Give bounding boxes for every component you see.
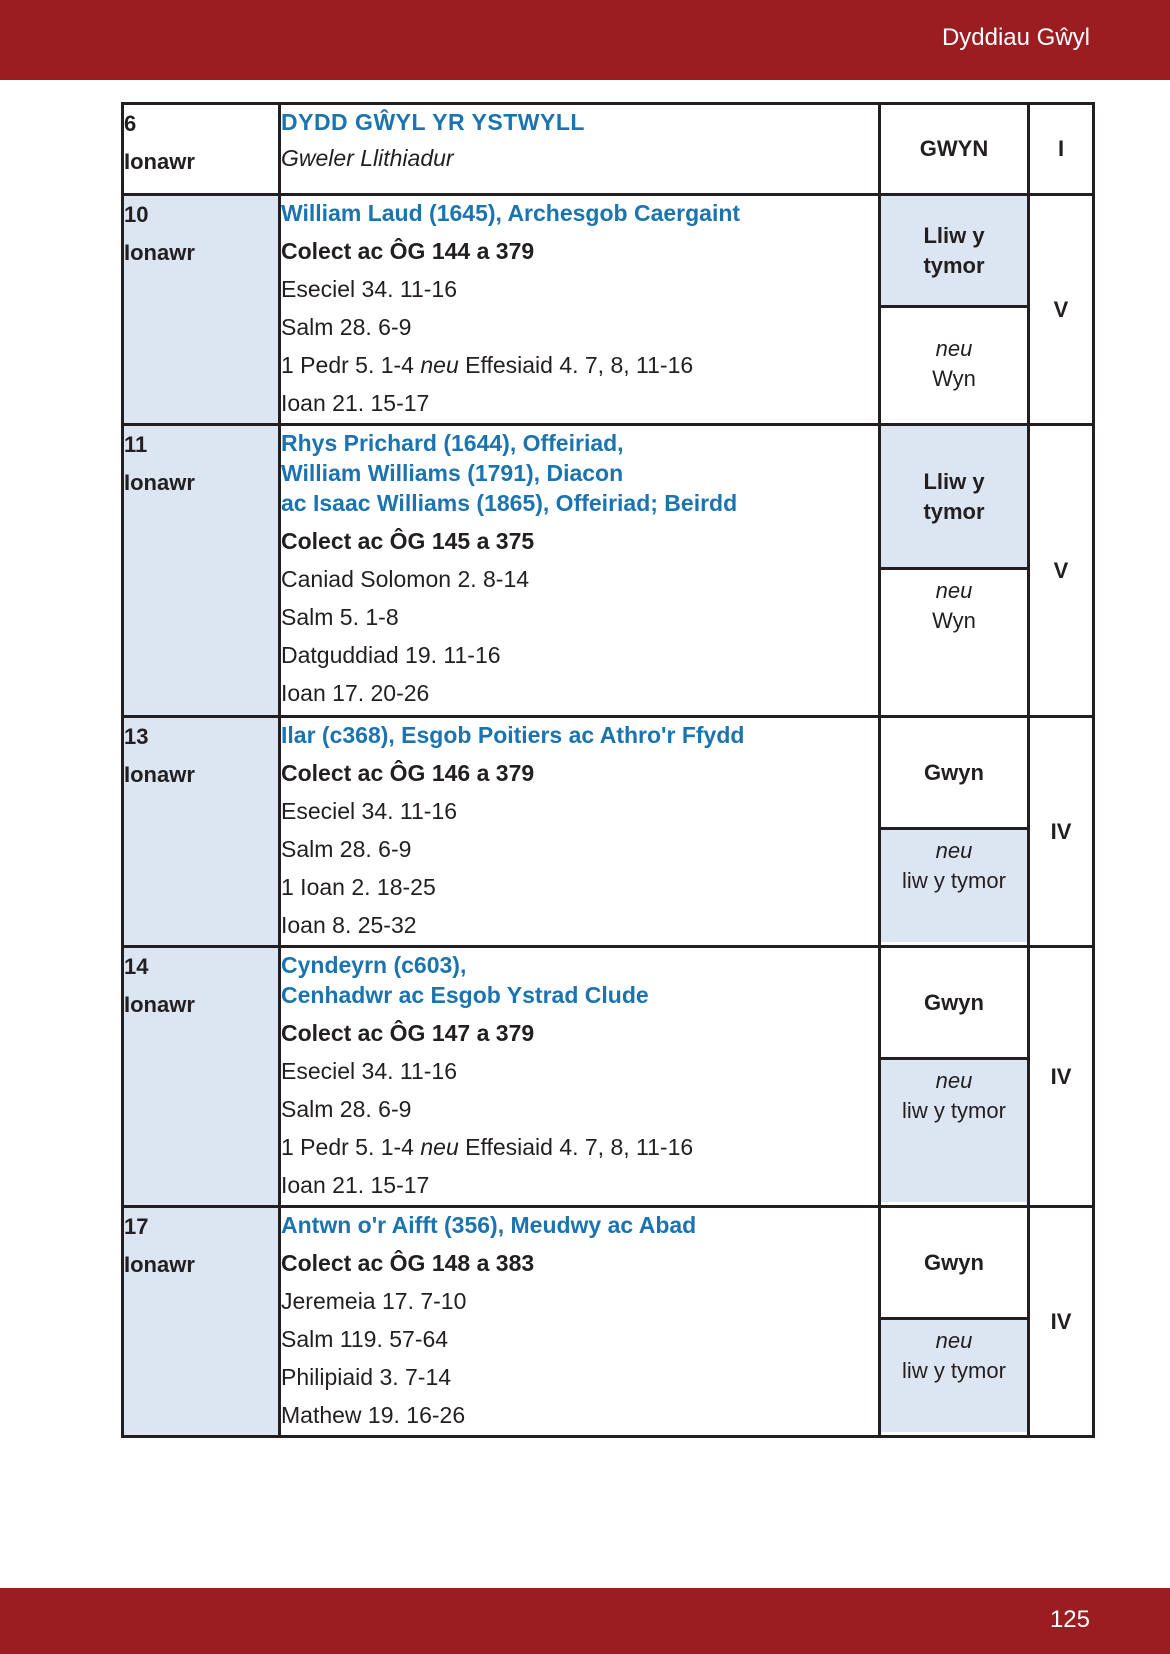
- colour-or-word: neu: [935, 336, 973, 361]
- colour-or-word: neu: [935, 838, 973, 863]
- date-cell: [123, 717, 280, 947]
- date-month: Ionawr: [124, 1252, 195, 1277]
- page-number: 125: [1049, 1606, 1090, 1633]
- reading: Eseciel 34. 11-16: [281, 1058, 458, 1084]
- date-day: 13: [124, 724, 149, 749]
- colour-alternative-box: [881, 570, 1027, 712]
- reading: Eseciel 34. 11-16: [281, 276, 458, 302]
- rank-cell: [1029, 104, 1094, 195]
- collect-reference: Colect ac ÔG 146 a 379: [281, 760, 535, 786]
- date-cell: [123, 425, 280, 717]
- liturgical-colour-cell: [880, 1207, 1029, 1437]
- table-row: [123, 195, 1094, 425]
- date-cell: [123, 947, 280, 1207]
- observance-title: Cyndeyrn (c603),: [281, 952, 467, 978]
- reading: Salm 5. 1-8: [281, 604, 399, 630]
- date-day: 6: [124, 111, 137, 136]
- table-row: [123, 1207, 1094, 1437]
- rank-numeral: V: [1053, 296, 1069, 322]
- colour-primary-line: Lliw y: [923, 222, 985, 248]
- colour-or-word: neu: [935, 578, 973, 603]
- reading: Mathew 19. 16-26: [281, 1402, 466, 1428]
- rank-cell: [1029, 425, 1094, 717]
- colour-alternative-box: [881, 1320, 1027, 1432]
- rank-cell: [1029, 195, 1094, 425]
- colour-alternative: liw y tymor: [902, 1098, 1006, 1123]
- feast-days-table: [121, 102, 1095, 1438]
- date-month: Ionawr: [124, 762, 195, 787]
- observance-title: DYDD GŴYL YR YSTWYLL: [281, 109, 585, 135]
- colour-primary-box: [881, 196, 1027, 308]
- colour-primary-line: Gwyn: [924, 759, 984, 785]
- date-cell: [123, 104, 280, 195]
- reading-alternative: [281, 346, 878, 384]
- date-day: 11: [124, 432, 148, 457]
- reading: Salm 119. 57-64: [281, 1326, 449, 1352]
- observance-cell: [280, 717, 880, 947]
- colour-primary-line: Lliw y: [923, 468, 985, 494]
- colour-alternative: Wyn: [932, 608, 976, 633]
- collect-reference: Colect ac ÔG 144 a 379: [281, 238, 535, 264]
- colour-alternative-box: [881, 1060, 1027, 1202]
- colour-primary-line: tymor: [923, 252, 985, 278]
- liturgical-colour-cell: [880, 425, 1029, 717]
- reading-alt-or: neu: [420, 352, 459, 378]
- rank-numeral: V: [1053, 557, 1069, 583]
- observance-cell: [280, 104, 880, 195]
- reading: Salm 28. 6-9: [281, 836, 412, 862]
- colour-primary-line: Gwyn: [924, 1249, 984, 1275]
- footer-band: [0, 1588, 1170, 1654]
- date-month: Ionawr: [124, 470, 195, 495]
- collect-reference: Colect ac ÔG 145 a 375: [281, 528, 535, 554]
- observance-title: Rhys Prichard (1644), Offeiriad,: [281, 430, 624, 456]
- colour-alternative-box: [881, 308, 1027, 420]
- reading-alt-or: neu: [420, 1134, 459, 1160]
- observance-title: Antwn o'r Aifft (356), Meudwy ac Abad: [281, 1212, 697, 1238]
- rank-numeral: IV: [1050, 1063, 1072, 1089]
- liturgical-colour-cell: [880, 195, 1029, 425]
- colour-primary-box: [881, 426, 1027, 570]
- reading: Caniad Solomon 2. 8-14: [281, 566, 530, 592]
- reading: Jeremeia 17. 7-10: [281, 1288, 467, 1314]
- reading-alt-second: Effesiaid 4. 7, 8, 11-16: [465, 1134, 694, 1160]
- reading: Salm 28. 6-9: [281, 314, 412, 340]
- date-month: Ionawr: [124, 240, 195, 265]
- rank-cell: [1029, 1207, 1094, 1437]
- colour-alternative-box: [881, 830, 1027, 942]
- date-day: 17: [124, 1214, 149, 1239]
- reading: Ioan 17. 20-26: [281, 680, 430, 706]
- date-month: Ionawr: [124, 149, 195, 174]
- reading: Ioan 8. 25-32: [281, 912, 417, 938]
- liturgical-colour-cell: [880, 947, 1029, 1207]
- reading-alt-first: 1 Pedr 5. 1-4: [281, 1134, 414, 1160]
- observance-cell: [280, 195, 880, 425]
- observance-cell: [280, 1207, 880, 1437]
- reading: Salm 28. 6-9: [281, 1096, 412, 1122]
- observance-cell: [280, 947, 880, 1207]
- colour-or-word: neu: [935, 1068, 973, 1093]
- date-day: 14: [124, 954, 149, 979]
- date-day: 10: [124, 202, 149, 227]
- date-month: Ionawr: [124, 992, 195, 1017]
- liturgical-colour-cell: [880, 104, 1029, 195]
- liturgical-colour: GWYN: [919, 136, 989, 161]
- liturgical-colour-cell: [880, 717, 1029, 947]
- reading-alternative: [281, 1128, 878, 1166]
- reading: Datguddiad 19. 11-16: [281, 642, 501, 668]
- colour-primary-box: [881, 948, 1027, 1060]
- colour-primary-box: [881, 718, 1027, 830]
- reading-alt-first: 1 Pedr 5. 1-4: [281, 352, 414, 378]
- table-row: [123, 947, 1094, 1207]
- observance-title: William Laud (1645), Archesgob Caergaint: [281, 200, 741, 226]
- collect-reference: Colect ac ÔG 148 a 383: [281, 1250, 535, 1276]
- header-band: [0, 0, 1170, 80]
- table-row: [123, 425, 1094, 717]
- observance-title: Ilar (c368), Esgob Poitiers ac Athro'r Ffydd: [281, 722, 745, 748]
- rank-numeral: IV: [1050, 1308, 1072, 1334]
- rank-cell: [1029, 947, 1094, 1207]
- colour-primary-line: tymor: [923, 498, 985, 524]
- observance-title: ac Isaac Williams (1865), Offeiriad; Beirdd: [281, 490, 738, 516]
- rank-numeral: I: [1057, 136, 1065, 161]
- rank-numeral: IV: [1050, 818, 1072, 844]
- date-cell: [123, 1207, 280, 1437]
- observance-title: Cenhadwr ac Esgob Ystrad Clude: [281, 982, 649, 1008]
- see-lectionary-note: Gweler Llithiadur: [281, 145, 454, 171]
- colour-primary-line: Gwyn: [924, 989, 984, 1015]
- reading: 1 Ioan 2. 18-25: [281, 874, 436, 900]
- reading: Philipiaid 3. 7-14: [281, 1364, 452, 1390]
- table-row: [123, 717, 1094, 947]
- reading: Ioan 21. 15-17: [281, 390, 430, 416]
- running-header-title: Dyddiau Gŵyl: [941, 24, 1090, 51]
- reading-alt-second: Effesiaid 4. 7, 8, 11-16: [465, 352, 694, 378]
- date-cell: [123, 195, 280, 425]
- colour-or-word: neu: [935, 1328, 973, 1353]
- reading: Ioan 21. 15-17: [281, 1172, 430, 1198]
- rank-cell: [1029, 717, 1094, 947]
- colour-alternative: Wyn: [932, 366, 976, 391]
- reading: Eseciel 34. 11-16: [281, 798, 458, 824]
- colour-alternative: liw y tymor: [902, 868, 1006, 893]
- collect-reference: Colect ac ÔG 147 a 379: [281, 1020, 535, 1046]
- table-row: [123, 104, 1094, 195]
- colour-primary-box: [881, 1208, 1027, 1320]
- observance-cell: [280, 425, 880, 717]
- colour-alternative: liw y tymor: [902, 1358, 1006, 1383]
- observance-title: William Williams (1791), Diacon: [281, 460, 624, 486]
